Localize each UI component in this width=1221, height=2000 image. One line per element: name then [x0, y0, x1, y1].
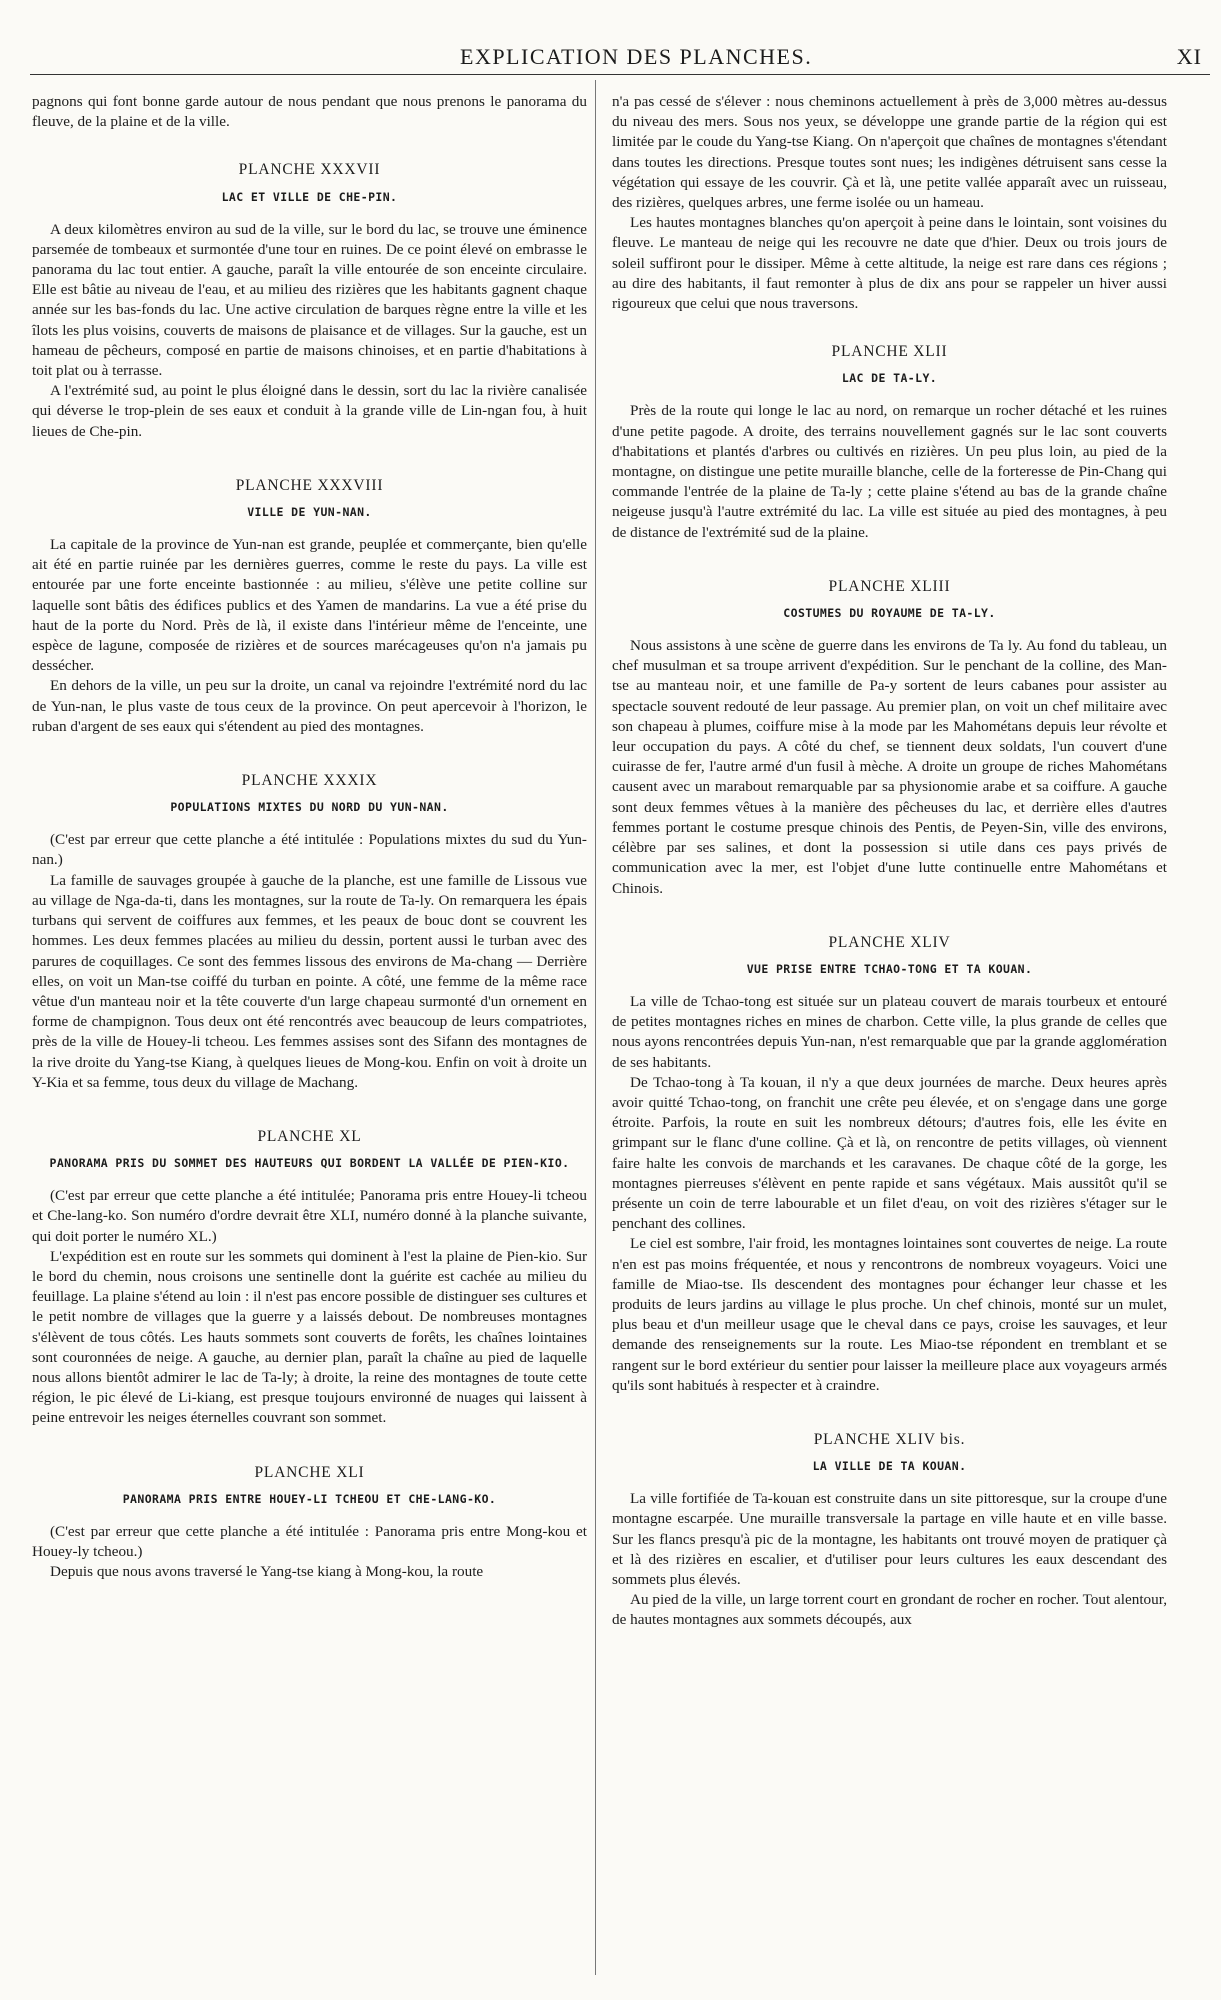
plate-subtitle-40: PANORAMA PRIS DU SOMMET DES HAUTEURS QUI BORDENT LA VALLÉE DE PIEN-KIO. [49, 1156, 570, 1171]
running-title: EXPLICATION DES PLANCHES. [460, 44, 813, 69]
paragraph: Près de la route qui longe le lac au nord, on remarque un rocher détaché et les ruines d'une petite pagode. A droite, des terrains nouvellement gagnés sur le lac sont couverts d'habitations et plantés d'arbres ou cultivés en rizières. Un peu plus loin, au pied de la montagne, on distingue une petite muraille blanche, celle de la forteresse de Pin-Chang qui commande l'entrée de la plaine de Ta-ly ; cette plaine s'étend au bas de la grande chaîne neigeuse jusqu'à l'autre extrémité du lac. La ville est située au pied des montagnes, à peu de distance de l'extrémité sud de la plaine. [612, 402, 1167, 541]
plate-title-44-bis: PLANCHE XLIV bis. [813, 1430, 966, 1448]
right-column [612, 92, 1167, 1631]
plate-subtitle-38: VILLE DE YUN-NAN. [247, 505, 372, 520]
paragraph: A deux kilomètres environ au sud de la ville, sur le bord du lac, se trouve une éminence parsemée de tombeaux et surmontée d'une tour en ruines. De ce point élevé on embrasse le panorama du lac tout entier. A gauche, paraît la ville entourée de son enceinte circulaire. Elle est bâtie au niveau de l'eau, et au milieu des rizières que les habitants gagnent chaque année sur les bas-fonds du lac. Une active circulation de barques règne entre la ville et les îlots les plus voisins, couverts de maisons de plaisance et de villages. Sur la gauche, est un hameau de pêcheurs, composé en partie de maisons chinoises, et en partie d'habitations à toit plat ou à terrasse. [32, 220, 587, 380]
plate-title-43: PLANCHE XLIII [828, 577, 951, 595]
erratum-note: (C'est par erreur que cette planche a été intitulée : Populations mixtes du sud du Yun-nan.) [32, 831, 587, 869]
erratum-note: (C'est par erreur que cette planche a été intitulée : Panorama pris entre Mong-kou et Houey-ly tcheou.) [32, 1522, 587, 1560]
paragraph: La famille de sauvages groupée à gauche de la planche, est une famille de Lissous vue au village de Nga-da-ti, dans les montagnes, sur la route de Ta-ly. On remarquera les épais turbans qui servent de coiffures aux femmes, et les peaux de bouc dont se couvrent les hommes. Les deux femmes placées au milieu du dessin, portent aussi le turban avec des parures de coquillages. Ce sont des femmes lissous des environs de Ma-chang — Derrière elles, on voit un Man-tse coiffé du turban en pointe. A côté, une femme de la même race vêtue d'un manteau noir et la tête couverte d'un large chapeau surmonté d'un ornement en forme de champignon. Tous deux ont été rencontrés avec beaucoup de leurs compatriotes, près de la ville de Houey-li tcheou. Les femmes assises sont des Sifann des montagnes de la rive droite du Yang-tse Kiang, à quelques lieues de Mong-kou. Enfin on voit à droite un Y-Kia et sa femme, tous deux du village de Machang. [32, 871, 587, 1091]
plate-subtitle-37: LAC ET VILLE DE CHE-PIN. [221, 189, 398, 204]
page-number: XI [1176, 44, 1202, 69]
plate-title-39: PLANCHE XXXIX [241, 772, 378, 790]
plate-title-41: PLANCHE XLI [254, 1463, 365, 1481]
paragraph: Au pied de la ville, un large torrent court en grondant de rocher en rocher. Tout alentour, de hautes montagnes aux sommets découpés, aux [612, 1591, 1167, 1629]
page-header [30, 44, 1210, 75]
plate-title-37: PLANCHE XXXVII [238, 161, 381, 179]
paragraph: L'expédition est en route sur les sommets qui dominent à l'est la plaine de Pien-kio. Sur le bord du chemin, nous croisons une sentinelle dont la guérite est cachée au milieu du feuillage. La plaine s'étend au loin : il n'est pas encore possible de distinguer ses cultures et le petit nombre de villages que la guerre y a laissés debout. De nombreuses montagnes s'élèvent de tous côtés. Les hauts sommets sont couverts de forêts, les chaînes lointaines sont couronnées de neige. A gauche, au dernier plan, paraît la chaîne au pied de laquelle nous allons bientôt admirer le lac de Ta-ly; à droite, la reine des montagnes de toute cette région, le pic élevé de Li-kiang, est presque toujours environné de nuages qui laissent à peine entrevoir les neiges éternelles couvrant son sommet. [32, 1247, 587, 1427]
paragraph: Nous assistons à une scène de guerre dans les environs de Ta ly. Au fond du tableau, un chef musulman et sa troupe arrivent d'expédition. Sur le penchant de la colline, des Man-tse au manteau noir, et une famille de Pa-y sortent de leurs cabanes pour assister au spectacle souvent redouté de leur passage. Au premier plan, on voit un chef militaire avec son chapeau à plumes, coiffure mise à la mode par les Mahométans depuis leur révolte et leur occupation du pays. A côté du chef, se tiennent deux soldats, l'un couvert d'une cuirasse de fer, l'autre armé d'un fusil à mèche. A droite un groupe de riches Mahométans causent avec un marabout remarquable par sa physionomie arabe et sa coiffure. A gauche sont deux femmes vêtues à la manière des pêcheuses du lac, et derrière elles d'autres femmes portant le costume presque chinois des Pentis, de Peyen-Sin, ville des environs, célèbre par ses salines, et dont la possession si utile dans ces pays privés de communication avec la mer, est l'objet d'une lutte continuelle entre Mahométans et Chinois. [612, 637, 1167, 897]
erratum-note: (C'est par erreur que cette planche a été intitulée; Panorama pris entre Houey-li tcheou et Che-lang-ko. Son numéro d'ordre devrait être XLI, numéro donné à la planche suivante, qui doit porter le numéro XL.) [32, 1187, 587, 1245]
plate-subtitle-44: VUE PRISE ENTRE TCHAO-TONG ET TA KOUAN. [746, 961, 1033, 976]
left-column [32, 92, 587, 1582]
paragraph: De Tchao-tong à Ta kouan, il n'y a que deux journées de marche. Deux heures après avoir quitté Tchao-tong, on franchit une crête peu élevée, et on s'engage dans une gorge étroite. Parfois, la route en suit les nombreux détours; d'autres fois, elle les évite en grimpant sur le flanc d'une colline. Çà et là, on rencontre de petits villages, où viennent faire halte les convois de marchands et les caravanes. De chaque côté de la gorge, les montagnes pierreuses s'élèvent en pente rapide et sans végétaux. Mais aussitôt qu'il se présente un coin de terre labourable et un filet d'eau, on voit des rizières s'étager sur le penchant des collines. [612, 1073, 1167, 1233]
plate-subtitle-39: POPULATIONS MIXTES DU NORD DU YUN-NAN. [170, 800, 449, 815]
continued-paragraph: pagnons qui font bonne garde autour de nous pendant que nous prenons le panorama du fleuve, de la plaine et de la ville. [32, 93, 587, 131]
plate-title-42: PLANCHE XLII [831, 343, 948, 361]
paragraph: Depuis que nous avons traversé le Yang-tse kiang à Mong-kou, la route [50, 1563, 484, 1581]
column-divider [595, 80, 596, 1975]
paragraph: La capitale de la province de Yun-nan est grande, peuplée et commerçante, bien qu'elle ait été en partie ruinée par les dernières guerres, comme le reste du pays. La ville est entourée par une forte enceinte bastionnée : au milieu, s'élève une petite colline sur laquelle sont bâtis des édifices publics et des Yamen de mandarins. La vue a été prise du haut de la porte du Nord. Près de là, il existe dans l'intérieur même de l'enceinte, une espèce de lagune, composée de rizières et de sources marécageuses qu'on n'a jamais pu dessécher. [32, 536, 587, 675]
plate-title-44: PLANCHE XLIV [828, 933, 951, 951]
paragraph: En dehors de la ville, un peu sur la droite, un canal va rejoindre l'extrémité nord du lac de Yun-nan, le plus vaste de tous ceux de la province. On peut apercevoir à l'horizon, le ruban d'argent de ses eaux qui s'étendent au pied des montagnes. [32, 677, 587, 735]
paragraph: Le ciel est sombre, l'air froid, les montagnes lointaines sont couvertes de neige. La route n'en est pas moins fréquentée, et nous y rencontrons de nombreux voyageurs. Voici une famille de Miao-tse. Ils descendent des montagnes pour échanger leur chasse et les produits de leurs jardins au village le plus proche. Un chef chinois, monté sur un mulet, plus beau et d'un meilleur usage que le cheval dans ce pays, croise les sauvages, et leur demande des renseignements sur la route. Les Miao-tse répondent en tremblant et se rangent sur le bord extérieur du sentier pour laisser la meilleure place aux voyageurs armés qu'ils sont habitués à respecter et à craindre. [612, 1235, 1167, 1394]
paragraph: La ville fortifiée de Ta-kouan est construite dans un site pittoresque, sur la croupe d'une montagne escarpée. Une muraille transversale la partage en ville haute et en ville basse. Sur les flancs presqu'à pic de la montagne, les habitants ont trouvé moyen de pratiquer çà et là des rizières en escalier, et d'utiliser pour leurs cultures les eaux descendant des sommets plus élevés. [612, 1490, 1167, 1588]
plate-subtitle-42: LAC DE TA-LY. [841, 371, 938, 386]
paragraph: Les hautes montagnes blanches qu'on aperçoit à peine dans le lointain, sont voisines du fleuve. Le manteau de neige qui les recouvre ne date que d'hier. Deux ou trois jours de soleil suffiront pour le dissiper. Même à cette altitude, la neige est rare dans ces régions ; au dire des habitants, il faut remonter à plus de dix ans pour se rappeler un hiver aussi rigoureux que celui que nous traversons. [612, 214, 1167, 313]
plate-subtitle-43: COSTUMES DU ROYAUME DE TA-LY. [783, 606, 996, 621]
paragraph: A l'extrémité sud, au point le plus éloigné dans le dessin, sort du lac la rivière canalisée qui déverse le trop-plein de ses eaux et conduit à la grande ville de Lin-ngan fou, à huit lieues de Che-pin. [32, 382, 587, 440]
continued-paragraph: n'a pas cessé de s'élever : nous cheminons actuellement à près de 3,000 mètres au-dessus du niveau des mers. Sous nos yeux, se développe une grande partie de la région qui est limitée par le coude du Yang-tse Kiang. On n'aperçoit que chaînes de montagnes s'étendant dans toutes les directions. Presque toutes sont nues; les indigènes détruisent sans cesse la végétation qui essaye de les couvrir. Çà et là, une petite vallée apparaît avec un ruisseau, des rizières, quelques arbres, une ferme isolée ou un hameau. [612, 93, 1167, 212]
plate-title-38: PLANCHE XXXVIII [235, 476, 384, 494]
plate-title-40: PLANCHE XL [257, 1127, 362, 1145]
plate-subtitle-44-bis: LA VILLE DE TA KOUAN. [812, 1459, 967, 1474]
plate-subtitle-41: PANORAMA PRIS ENTRE HOUEY-LI TCHEOU ET CHE-LANG-KO. [122, 1491, 497, 1506]
paragraph: La ville de Tchao-tong est située sur un plateau couvert de marais tourbeux et entouré de petites montagnes riches en mines de charbon. Cette ville, la plus grande de celles que nous ayons rencontrées depuis Yun-nan, n'est remarquable que par la grande agglomération de ses habitants. [612, 992, 1167, 1071]
